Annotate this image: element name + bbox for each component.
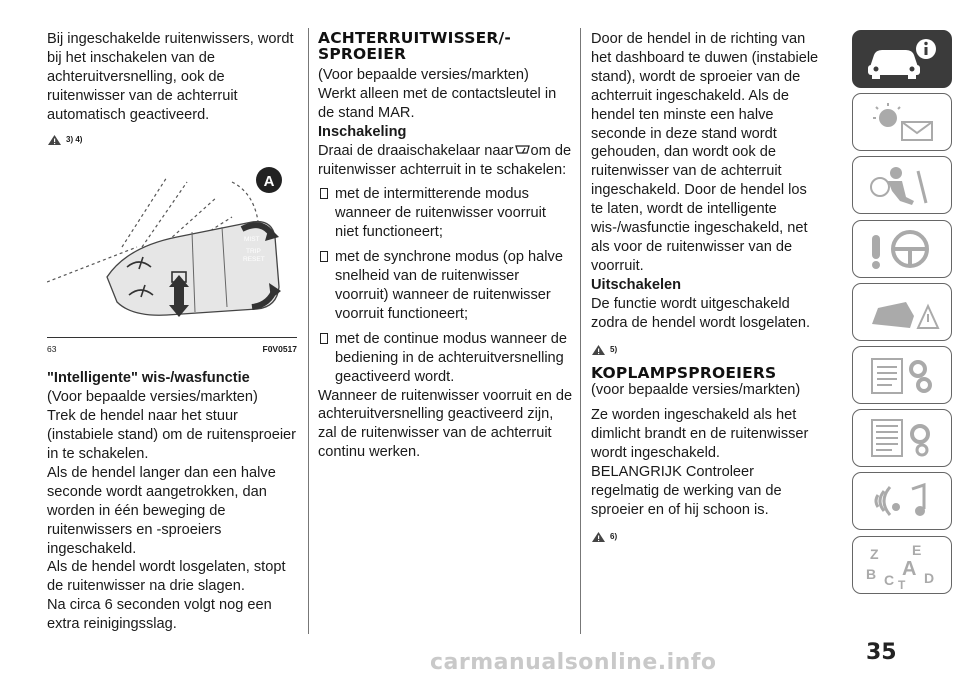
warning-reference: 5) [591,341,821,360]
lever-label-mist: MIST [244,236,260,244]
steering-wheel-icon [862,225,942,273]
list-item: met de continue modus wanneer de bediening in de achteruitversnelling geactiveerd wordt. [318,330,573,387]
lever-label-trip: TRIP [246,248,261,256]
rear-wiper-icon [514,144,531,156]
multimedia-icon [862,477,942,525]
section-heading: "Intelligente" wis-/wasfunctie [47,370,250,387]
availability-note: (Voor bepaalde versies/markten) [47,389,258,406]
paragraph: Werkt alleen met de contactsleutel in de stand MAR. [318,85,557,121]
watermark: carmanualsonline.info [430,650,717,675]
paragraph: Na circa 6 seconden volgt nog een extra reinigingsslag. [47,597,272,633]
svg-text:E: E [912,541,922,558]
column-divider [308,28,309,634]
paragraph: Als de hendel wordt losgelaten, stopt de ruitenwisser na drie slagen. [47,559,286,595]
figure-code: F0V0517 [262,344,297,355]
tab-maintenance[interactable] [852,346,952,404]
figure-caption [47,337,297,359]
wiper-lever-figure [47,157,297,337]
wiper-lever-illustration [47,157,297,337]
section-title: KOPLAMPSPROEIERS [591,364,777,383]
bullet-marker [320,333,328,344]
svg-text:A: A [902,557,917,580]
lever-label-reset: RESET [243,256,265,264]
chapter-sidebar [852,30,952,599]
breakdown-icon [862,288,942,336]
paragraph: Ze worden ingeschakeld als het dimlicht brandt en de ruitenwisser wordt ingeschakeld. [591,407,809,462]
page-number: 35 [866,640,897,665]
sub-heading: Uitschakelen [591,276,682,293]
warning-lights-icon [862,98,942,146]
list-item: met de intermitterende modus wanneer de ruitenwisser voorruit niet functioneert; [318,185,573,242]
warning-reference: 3) 4) [47,131,297,150]
column-2 [318,30,573,462]
availability-note: (voor bepaalde versies/markten) [591,382,801,399]
svg-text:T: T [898,577,906,589]
tab-index[interactable] [852,536,952,594]
section-title: ACHTERRUITWISSER/-SPROEIER [318,29,512,63]
column-divider [580,28,581,634]
paragraph: Draai de draaischakelaar naar om de ruitenwisser achterruit in te schakelen: [318,142,572,178]
tab-emergency[interactable] [852,283,952,341]
tab-safety[interactable] [852,156,952,214]
warning-triangle-icon [591,531,606,543]
bullet-marker [320,188,328,199]
paragraph: De functie wordt uitgeschakeld zodra de hendel wordt losgelaten. [591,295,811,331]
availability-note: (Voor bepaalde versies/markten) [318,67,529,83]
paragraph: Door de hendel in de richting van het dashboard te duwen (instabiele stand), wordt de sproeier van de achterruit ingeschakeld. Als de hendel ten minste een halve seconde in deze stand wordt gehouden, dan wordt ook de ruitenwisser van de achterruit ingeschakeld. Door de hendel los te laten, wordt de intelligente wis-/wasfunctie ingeschakeld, net als voor de ruitenwisser van de voorruit. [591,31,819,274]
paragraph: Trek de hendel naar het stuur (instabiele stand) om de ruitensproeier in te schakelen. [47,408,297,462]
bullet-marker [320,251,328,262]
tab-multimedia[interactable] [852,472,952,530]
column-3 [591,30,821,547]
paragraph: Wanneer de ruitenwisser voorruit en de achteruitversnelling geactiveerd zijn, zal de ruitenwisser van de achterruit continu werken. [318,387,573,461]
callout-badge-letter: A [263,173,275,191]
warning-reference: 6) [591,528,821,547]
paragraph: BELANGRIJK Controleer regelmatig de werking van de sproeier en of hij schoon is. [591,464,782,518]
warning-triangle-icon [591,344,606,356]
index-icon [862,541,942,589]
list-item: met de synchrone modus (op halve snelheid van de ruitenwisser voorruit) wanneer de ruitenwisser voorruit functioneert; [318,248,573,324]
car-info-icon [862,35,942,83]
paragraph: Als de hendel langer dan een halve seconde wordt aangetrokken, dan worden in één beweging de ruitenwissers en -sproeiers ingeschakeld. [47,464,276,557]
column-1 [47,30,297,634]
airbag-seat-icon [862,161,942,209]
technical-data-icon [862,414,942,462]
warning-triangle-icon [47,134,62,146]
svg-text:C: C [884,571,895,588]
tab-car-info[interactable] [852,30,952,88]
maintenance-icon [862,351,942,399]
svg-text:D: D [924,569,935,586]
tab-starting-driving[interactable] [852,220,952,278]
sub-heading: Inschakeling [318,123,407,140]
figure-number: 63 [47,344,57,355]
svg-text:B: B [866,565,877,582]
tab-technical-data[interactable] [852,409,952,467]
tab-warning-lights[interactable] [852,93,952,151]
svg-text:Z: Z [870,545,879,562]
paragraph: Bij ingeschakelde ruitenwissers, wordt bij het inschakelen van de achteruitversnelling, ook de ruitenwisser van de achterruit automatisch geactiveerd. [47,31,294,123]
